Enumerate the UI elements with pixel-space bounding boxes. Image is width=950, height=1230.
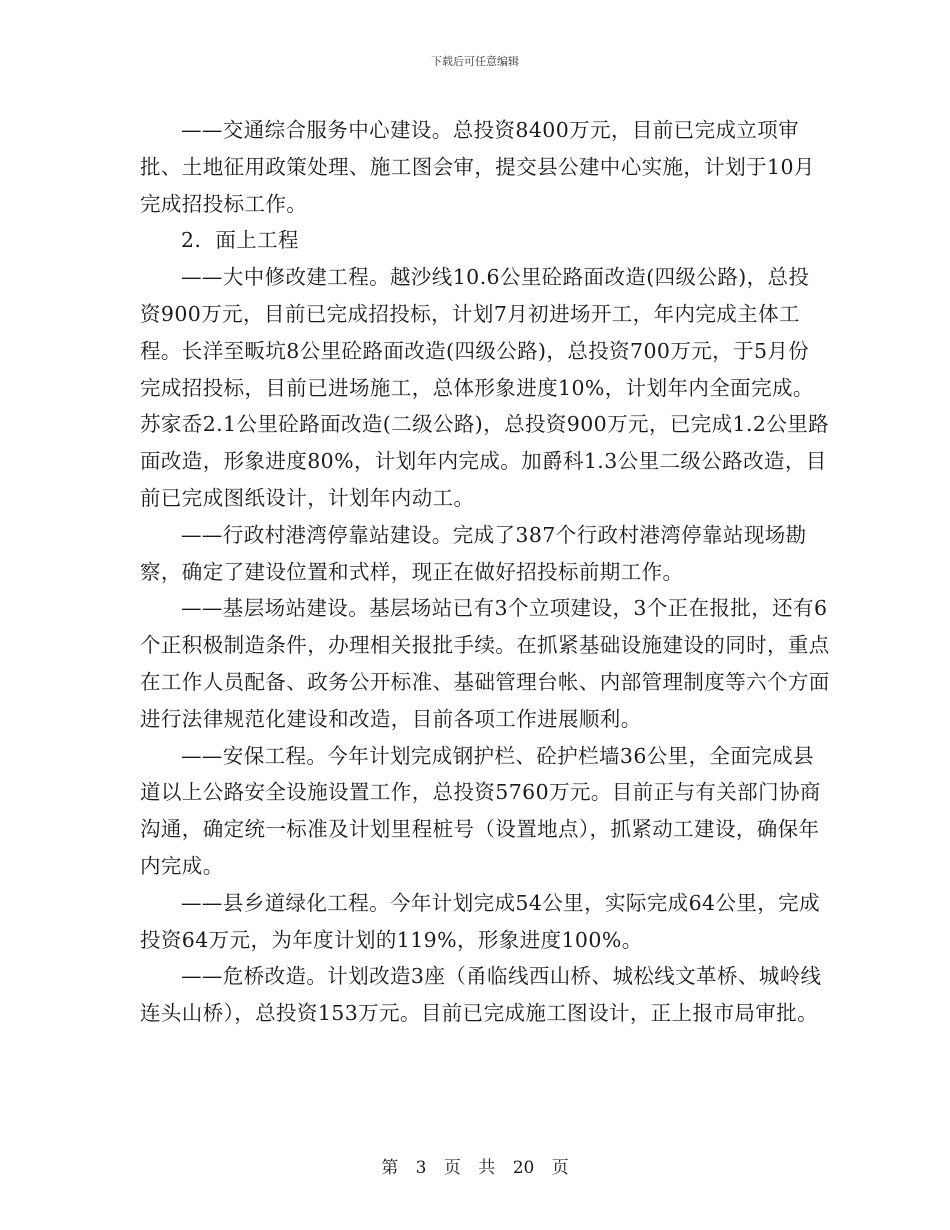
footer-label-unit2: 页 (551, 1158, 569, 1178)
paragraph-base-stations: ——基层场站建设。基层场站已有3个立项建设，3个正在报批，还有6个正积极制造条件，办理相关报批手续。在抓紧基础设施建设的同时，重点在工作人员配备、政务公开标准、基础管理台帐、内部管理制度等六个方面进行法律规范化建设和改造，目前各项工作进展顺利。 (140, 596, 830, 731)
footer-total-pages: 20 (512, 1158, 535, 1178)
section-heading: 2．面上工程 (181, 228, 299, 253)
paragraph-safety-projects: ——安保工程。今年计划完成钢护栏、砼护栏墙36公里，全面完成县道以上公路安全设施设置工作，总投资5760万元。目前正与有关部门协商沟通，确定统一标准及计划里程桩号（设置地点），抓紧动工建设，确保年内完成。 (140, 743, 821, 878)
paragraph-bus-stops: ——行政村港湾停靠站建设。完成了387个行政村港湾停靠站现场勘察，确定了建设位置和式样，现正在做好招投标前期工作。 (140, 522, 807, 584)
footer-label-page: 第 (381, 1158, 399, 1178)
document-body (140, 112, 830, 1032)
footer-current-page: 3 (415, 1158, 427, 1178)
footer-label-total: 共 (478, 1158, 496, 1178)
paragraph-bridge-renovation: ——危桥改造。计划改造3座（甬临线西山桥、城松线文革桥、城岭线连头山桥），总投资153万元。目前已完成施工图设计，正上报市局审批。 (140, 964, 822, 1026)
paragraph-repair-projects: ——大中修改建工程。越沙线10.6公里砼路面改造(四级公路)，总投资900万元，目前已完成招投标，计划7月初进场开工，年内完成主体工程。长洋至畈坑8公里砼路面改造(四级公路)，总投资700万元，于5月份完成招投标，目前已进场施工，总体形象进度10%，计划年内全面完成。苏家岙2.1公里砼路面改造(二级公路)，总投资900万元，已完成1.2公里路面改造，形象进度80%，计划年内完成。加爵科1.3公里二级公路改造，目前已完成图纸设计，计划年内动工。 (140, 265, 830, 510)
footer-label-unit: 页 (443, 1158, 461, 1178)
paragraph-greening: ——县乡道绿化工程。今年计划完成54公里，实际完成64公里，完成投资64万元，为年度计划的119%，形象进度100%。 (140, 890, 820, 952)
page-header: 下载后可任意编辑 (431, 55, 519, 68)
page-footer (0, 1153, 950, 1178)
paragraph-service-center: ——交通综合服务中心建设。总投资8400万元，目前已完成立项审批、土地征用政策处理、施工图会审，提交县公建中心实施，计划于10月完成招投标工作。 (140, 118, 815, 216)
